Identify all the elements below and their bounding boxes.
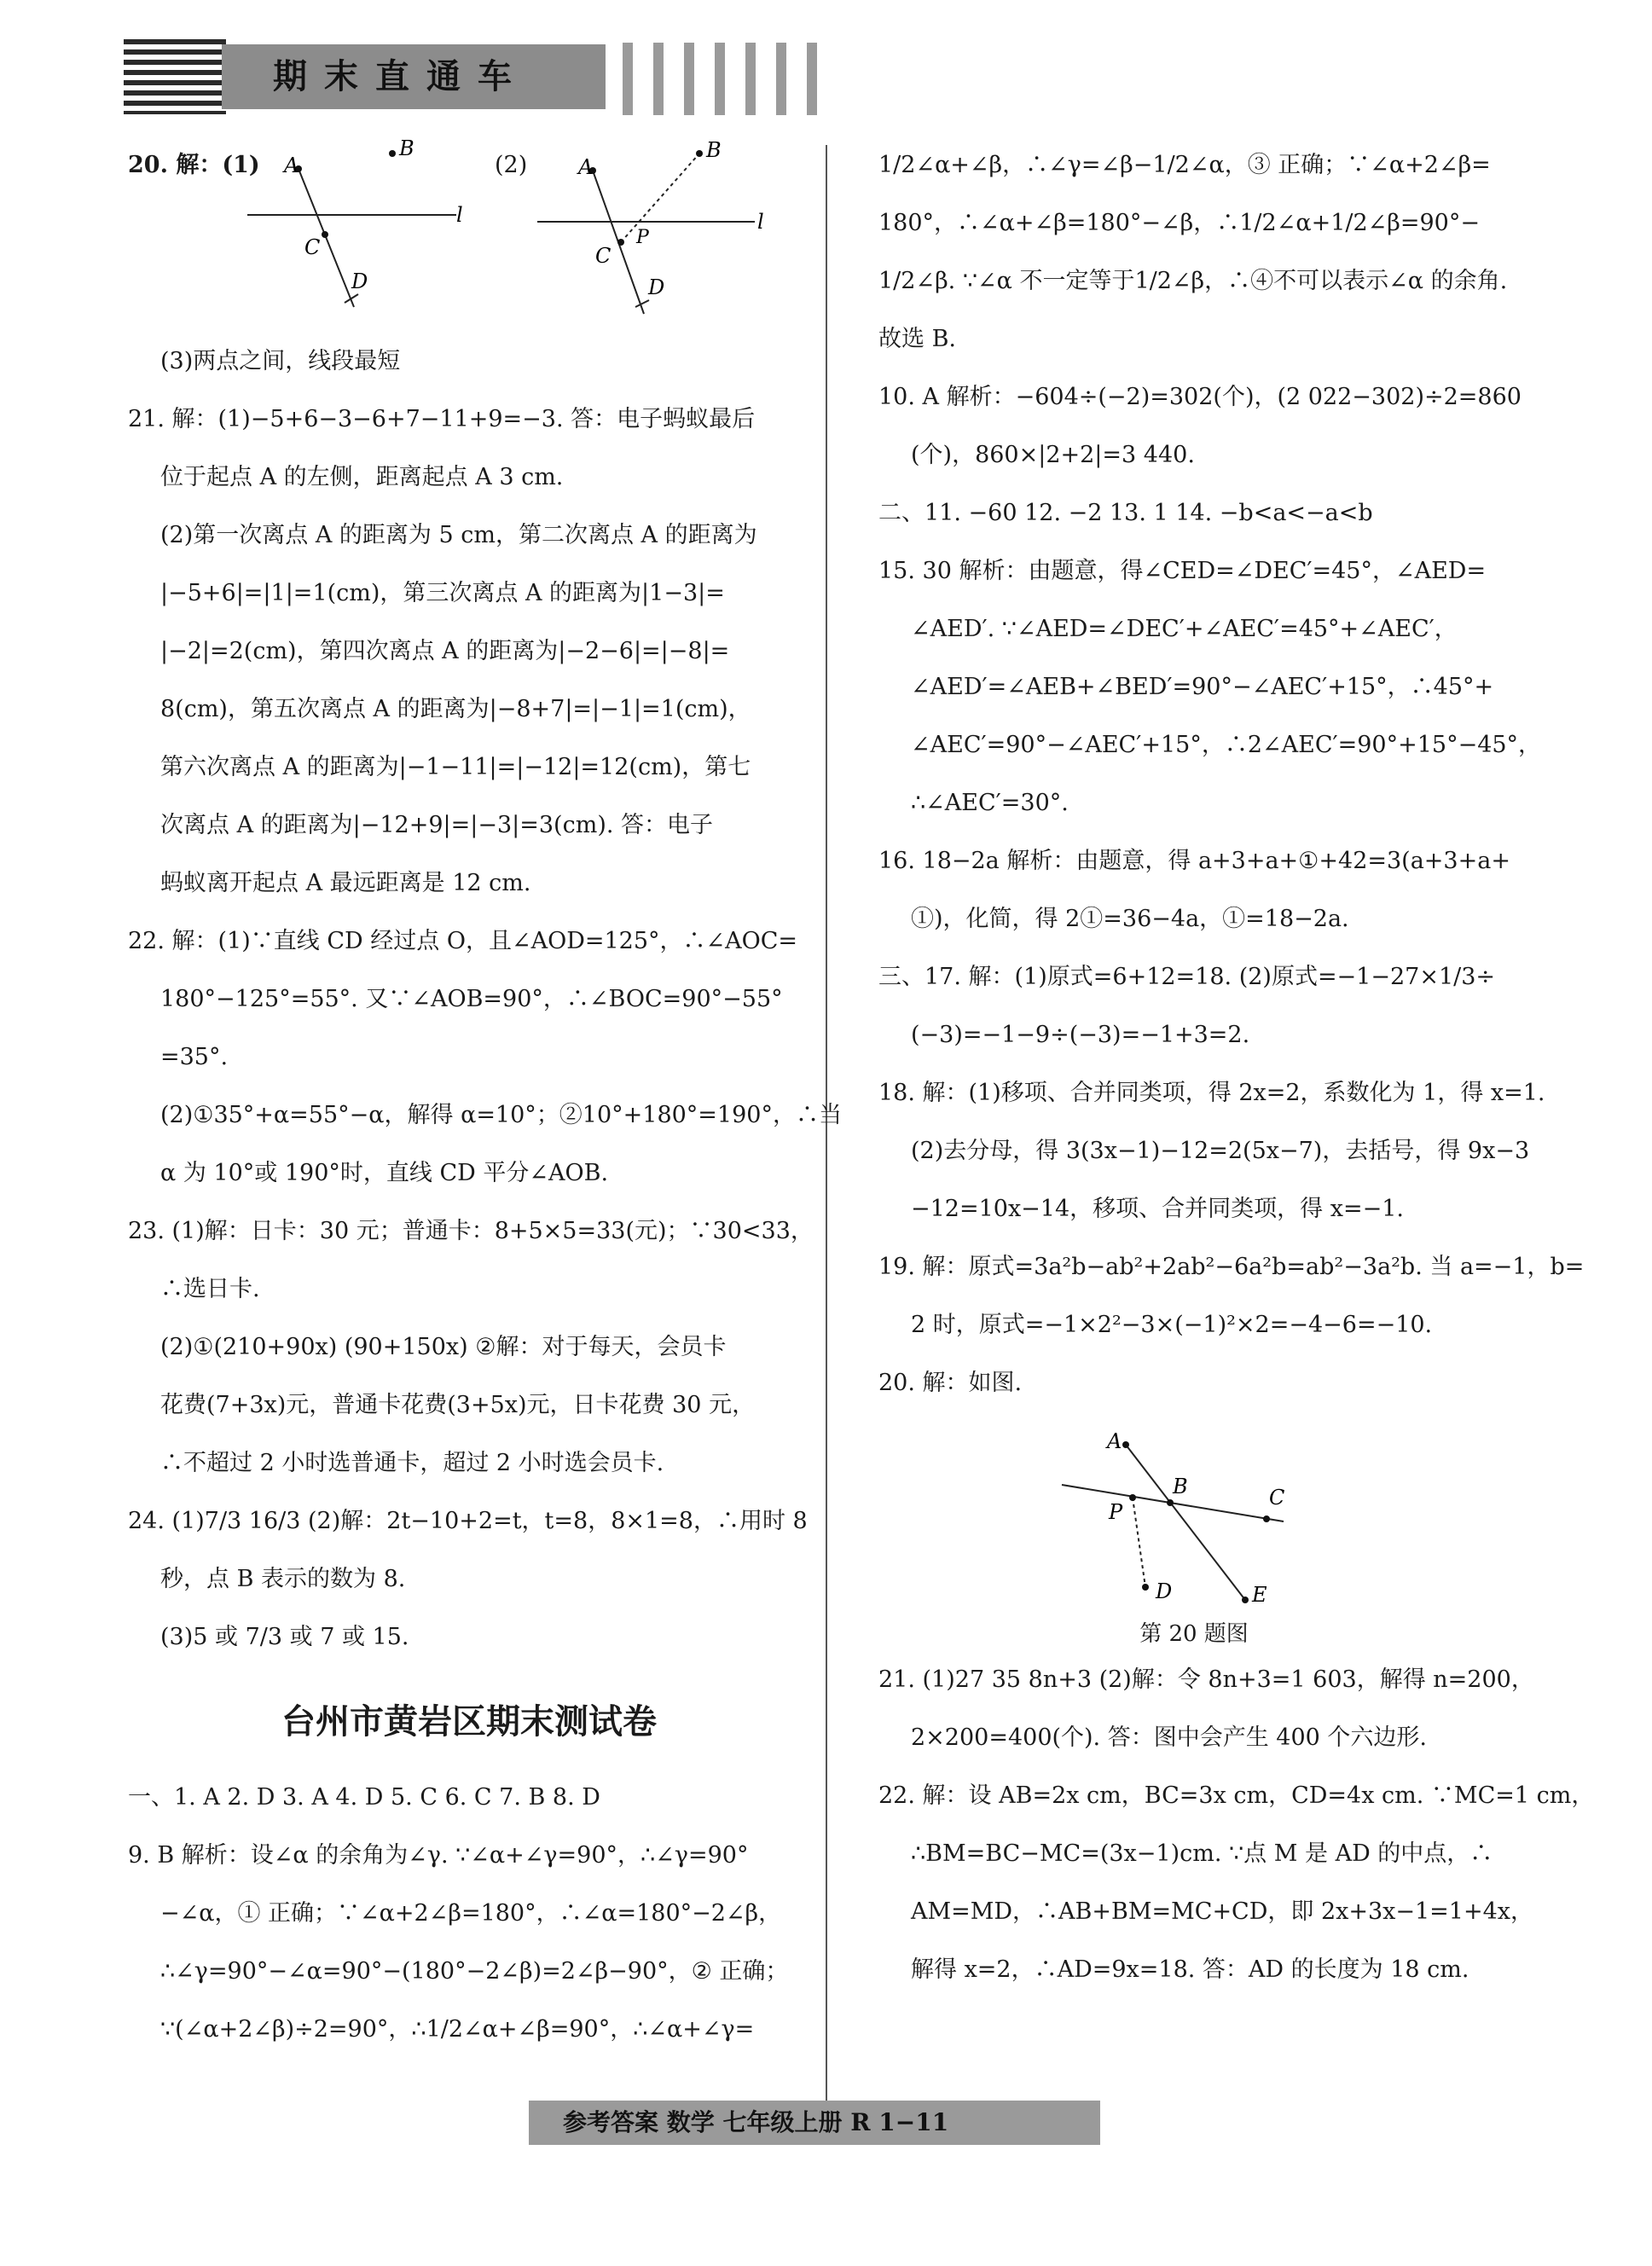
label-l-2: l bbox=[757, 210, 764, 234]
label-b: B bbox=[399, 136, 414, 160]
header-stripes bbox=[124, 39, 226, 114]
q21-line: 21. 解：(1)−5+6−3−6+7−11+9=−3. 答：电子蚂蚁最后 bbox=[128, 406, 756, 432]
label-d: D bbox=[1156, 1579, 1173, 1603]
section-title: 台州市黄岩区期末测试卷 bbox=[281, 1702, 657, 1742]
q15-line: ∠AEC′=90°−∠AEC′+15°，∴2∠AEC′=90°+15°−45°， bbox=[911, 732, 1542, 758]
q20-sub2: (2) bbox=[495, 152, 528, 178]
q20-part3: (3)两点之间，线段最短 bbox=[160, 348, 401, 374]
q17-line: (−3)=−1−9÷(−3)=−1+3=2. bbox=[911, 1022, 1250, 1048]
left-column bbox=[128, 136, 842, 2059]
multiple-choice-answers: 一、1. A 2. D 3. A 4. D 5. C 6. C 7. B 8. D bbox=[128, 1784, 600, 1811]
q15-line: ∠AED′=∠AEB+∠BED′=90°−∠AEC′+15°，∴45°+ bbox=[911, 674, 1494, 700]
q9-line: ∵(∠α+2∠β)÷2=90°，∴1/2∠α+∠β=90°，∴∠α+∠γ= bbox=[160, 2016, 755, 2043]
label-l: l bbox=[456, 203, 463, 227]
q20-label: 20. 解：(1) bbox=[128, 152, 260, 178]
q23-line: 23. (1)解：日卡：30 元；普通卡：8+5×5=33(元)；∵30<33， bbox=[128, 1218, 814, 1244]
q24-line: (3)5 或 7/3 或 7 或 15. bbox=[160, 1624, 409, 1650]
point-b bbox=[389, 150, 396, 157]
fill-blank-answers: 二、11. −60 12. −2 13. 1 14. −b<a<−a<b bbox=[878, 500, 1373, 526]
q16-line: ①)，化简，得 2①=36−4a，①=18−2a. bbox=[911, 906, 1349, 932]
q15-line: 15. 30 解析：由题意，得∠CED=∠DEC′=45°，∠AED= bbox=[878, 558, 1487, 584]
line-ae bbox=[1126, 1445, 1245, 1600]
q20-line: 20. 解：如图. bbox=[878, 1370, 1023, 1396]
q15-line: ∴∠AEC′=30°. bbox=[911, 790, 1069, 816]
q23-line: ∴选日卡. bbox=[160, 1276, 260, 1302]
point-d bbox=[1142, 1584, 1149, 1591]
point-b-2 bbox=[696, 150, 703, 157]
q21-line: |−2|=2(cm)，第四次离点 A 的距离为|−2−6|=|−8|= bbox=[160, 638, 730, 664]
q9-line: −∠α，① 正确；∵∠α+2∠β=180°，∴∠α=180°−2∠β， bbox=[160, 1900, 782, 1927]
label-c-2: C bbox=[595, 244, 612, 268]
q19-line: 19. 解：原式=3a²b−ab²+2ab²−6a²b=ab²−3a²b. 当 a=−1，b= bbox=[878, 1254, 1585, 1280]
q21-line: 蚂蚁离开起点 A 最远距离是 12 cm. bbox=[160, 870, 531, 896]
page-footer bbox=[529, 2101, 1100, 2145]
q21-line: 2×200=400(个). 答：图中会产生 400 个六边形. bbox=[911, 1724, 1428, 1751]
label-d: D bbox=[351, 269, 368, 293]
q20-caption: 第 20 题图 bbox=[1139, 1621, 1249, 1647]
page-header bbox=[124, 39, 606, 114]
segment-pd bbox=[1133, 1498, 1145, 1587]
q21-line: 第六次离点 A 的距离为|−1−11|=|−12|=12(cm)，第七 bbox=[160, 754, 751, 780]
tick-d-2 bbox=[635, 300, 649, 307]
q22-line: 22. 解：设 AB=2x cm，BC=3x cm，CD=4x cm. ∵MC=1 cm， bbox=[878, 1782, 1595, 1809]
q21-line: 8(cm)，第五次离点 A 的距离为|−8+7|=|−1|=1(cm)， bbox=[160, 696, 751, 722]
label-c: C bbox=[1269, 1486, 1285, 1510]
q9-cont-line: 180°，∴∠α+∠β=180°−∠β，∴1/2∠α+1/2∠β=90°− bbox=[878, 210, 1480, 236]
label-a: A bbox=[1107, 1429, 1122, 1453]
q17-line: 三、17. 解：(1)原式=6+12=18. (2)原式=−1−27×1/3÷ bbox=[878, 964, 1496, 990]
point-e bbox=[1242, 1597, 1249, 1603]
q18-line: 18. 解：(1)移项、合并同类项，得 2x=2，系数化为 1，得 x=1. bbox=[878, 1080, 1545, 1106]
q9-cont-line: 1/2∠α+∠β，∴∠γ=∠β−1/2∠α，③ 正确；∵∠α+2∠β= bbox=[878, 152, 1491, 178]
q18-line: −12=10x−14，移项、合并同类项，得 x=−1. bbox=[911, 1196, 1404, 1222]
q10-line: (个)，860×|2+2|=3 440. bbox=[911, 442, 1195, 468]
q18-line: (2)去分母，得 3(3x−1)−12=2(5x−7)，去括号，得 9x−3 bbox=[911, 1138, 1530, 1164]
header-ticks bbox=[623, 43, 836, 115]
point-a bbox=[1122, 1441, 1129, 1448]
q9-line: ∴∠γ=90°−∠α=90°−(180°−2∠β)=2∠β−90°，② 正确； bbox=[160, 1958, 789, 1985]
q22-line: 解得 x=2，∴AD=9x=18. 答：AD 的长度为 18 cm. bbox=[911, 1956, 1469, 1983]
point-c bbox=[322, 231, 328, 238]
point-p bbox=[1129, 1494, 1136, 1501]
segment-cb bbox=[621, 154, 699, 242]
q20-figures bbox=[128, 136, 810, 333]
label-p-2: P bbox=[636, 227, 649, 248]
q22-line: (2)①35°+α=55°−α，解得 α=10°；②10°+180°=190°，∴当 bbox=[160, 1102, 842, 1128]
q15-line: ∠AED′. ∵∠AED=∠DEC′+∠AEC′=45°+∠AEC′， bbox=[911, 616, 1458, 642]
label-e: E bbox=[1252, 1583, 1267, 1607]
label-p: P bbox=[1109, 1500, 1123, 1524]
q23-line: 花费(7+3x)元，普通卡花费(3+5x)元，日卡花费 30 元， bbox=[160, 1392, 756, 1418]
point-c bbox=[1263, 1515, 1270, 1522]
q22-line: AM=MD，∴AB+BM=MC+CD，即 2x+3x−1=1+4x， bbox=[911, 1898, 1534, 1925]
q22-line: ∴BM=BC−MC=(3x−1)cm. ∵点 M 是 AD 的中点，∴ bbox=[911, 1840, 1493, 1867]
q20-figure bbox=[878, 1412, 1510, 1617]
q22-line: 180°−125°=55°. 又∵∠AOB=90°，∴∠BOC=90°−55° bbox=[160, 986, 783, 1012]
q20-diagram-right bbox=[878, 1412, 1510, 1617]
label-d-2: D bbox=[648, 275, 665, 299]
q9-line: 9. B 解析：设∠α 的余角为∠γ. ∵∠α+∠γ=90°，∴∠γ=90° bbox=[128, 1842, 749, 1869]
q22-line: α 为 10°或 190°时，直线 CD 平分∠AOB. bbox=[160, 1160, 609, 1186]
q21-line: 位于起点 A 的左侧，距离起点 A 3 cm. bbox=[160, 464, 564, 490]
q22-line: 22. 解：(1)∵直线 CD 经过点 O，且∠AOD=125°，∴∠AOC= bbox=[128, 928, 798, 954]
label-b: B bbox=[1173, 1475, 1188, 1498]
q24-line: 24. (1)7/3 16/3 (2)解：2t−10+2=t，t=8，8×1=8，∴用时 8 bbox=[128, 1508, 808, 1534]
point-c-2 bbox=[617, 239, 624, 246]
q22-line: =35°. bbox=[160, 1044, 229, 1070]
label-c: C bbox=[304, 235, 321, 259]
point-b bbox=[1167, 1499, 1174, 1506]
q20-diagram bbox=[128, 136, 810, 333]
q24-line: 秒，点 B 表示的数为 8. bbox=[160, 1566, 406, 1592]
q21-line: 次离点 A 的距离为|−12+9|=|−3|=3(cm). 答：电子 bbox=[160, 812, 714, 838]
label-a: A bbox=[284, 154, 299, 177]
q16-line: 16. 18−2a 解析：由题意，得 a+3+a+①+42=3(a+3+a+ bbox=[878, 848, 1510, 874]
footer-text: 参考答案 数学 七年级上册 R 1−11 bbox=[563, 2108, 949, 2136]
q21-line: |−5+6|=|1|=1(cm)，第三次离点 A 的距离为|1−3|= bbox=[160, 580, 725, 606]
q21-line: (2)第一次离点 A 的距离为 5 cm，第二次离点 A 的距离为 bbox=[160, 522, 757, 548]
right-column bbox=[878, 136, 1595, 1999]
q23-line: (2)①(210+90x) (90+150x) ②解：对于每天，会员卡 bbox=[160, 1334, 727, 1360]
label-a-2: A bbox=[578, 155, 594, 179]
q19-line: 2 时，原式=−1×2²−3×(−1)²×2=−4−6=−10. bbox=[911, 1312, 1433, 1338]
q23-line: ∴不超过 2 小时选普通卡，超过 2 小时选会员卡. bbox=[160, 1450, 664, 1476]
q21-line: 21. (1)27 35 8n+3 (2)解：令 8n+3=1 603，解得 n=200， bbox=[878, 1666, 1534, 1693]
label-b-2: B bbox=[706, 138, 722, 162]
q9-cont-line: 1/2∠β. ∵∠α 不一定等于1/2∠β，∴④不可以表示∠α 的余角. bbox=[878, 268, 1508, 294]
header-title: 期末直通车 bbox=[273, 57, 529, 96]
q10-line: 10. A 解析：−604÷(−2)=302(个)，(2 022−302)÷2=860 bbox=[878, 384, 1522, 410]
q9-cont-line: 故选 B. bbox=[878, 326, 957, 352]
